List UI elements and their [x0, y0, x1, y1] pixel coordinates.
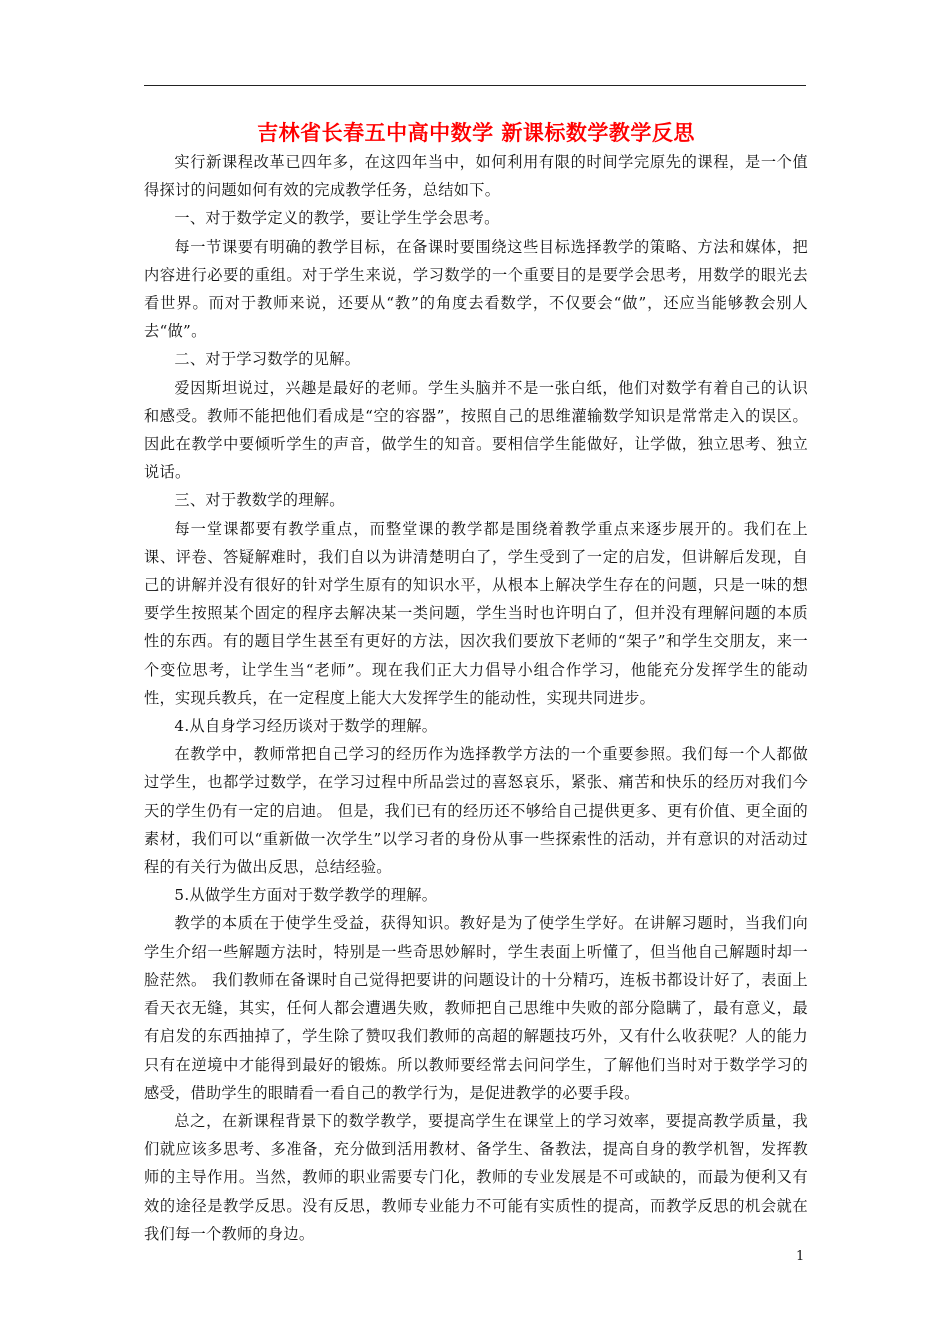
paragraph-intro: 实行新课程改革已四年多，在这四年当中，如何利用有限的时间学完原先的课程，是一个值得探讨的问题如何有效的完成教学任务，总结如下。 [144, 153, 808, 200]
paragraph-conclusion: 总之，在新课程背景下的数学教学，要提高学生在课堂上的学习效率，要提高教学质量，我们就应该多思考、多准备，充分做到活用教材、备学生、备教法，提高自身的教学机智，发挥教师的主导作用。当然，教师的职业需要专门化，教师的专业发展是不可或缺的，而最为便利又有效的途径是教学反思。没有反思，教师专业能力不可能有实质性的提高，而教学反思的机会就在我们每一个教师的身边。 [144, 1111, 808, 1243]
paragraph-section-4: 在教学中，教师常把自己学习的经历作为选择教学方法的一个重要参照。我们每一个人都做过学生，也都学过数学，在学习过程中所品尝过的喜怒哀乐，紧张、痛苦和快乐的经历对我们今天的学生仍有一定的启迪。 但是，我们已有的经历还不够给自己提供更多、更有价值、更全面的素材，我们可以“重新做一次学生”以学习者的身份从事一些探索性的活动，并有意识的对活动过程的有关行为做出反思，总结经验。 [144, 745, 808, 877]
paragraph-section-2: 爱因斯坦说过，兴趣是最好的老师。学生头脑并不是一张白纸，他们对数学有着自己的认识和感受。教师不能把他们看成是“空的容器”，按照自己的思维灌输数学知识是常常走入的误区。因此在教学中要倾听学生的声音，做学生的知音。要相信学生能做好，让学做，独立思考、独立说话。 [144, 378, 808, 482]
paragraph-section-1: 每一节课要有明确的教学目标，在备课时要围绕这些目标选择教学的策略、方法和媒体，把内容进行必要的重组。对于学生来说，学习数学的一个重要目的是要学会思考，用数学的眼光去看世界。而对于教师来说，还要从“教”的角度去看数学，不仅要会“做”，还应当能够教会别人去“做”。 [144, 237, 808, 341]
paragraph-section-3: 每一堂课都要有教学重点，而整堂课的教学都是围绕着教学重点来逐步展开的。我们在上课、评卷、答疑解难时，我们自以为讲清楚明白了，学生受到了一定的启发，但讲解后发现，自己的讲解并没有很好的针对学生原有的知识水平，从根本上解决学生存在的问题，只是一味的想要学生按照某个固定的程序去解决某一类问题，学生当时也许明白了，但并没有理解问题的本质性的东西。有的题目学生甚至有更好的方法，因次我们要放下老师的“架子”和学生交朋友，来一个变位思考，让学生当“老师”。现在我们正大力倡导小组合作学习，他能充分发挥学生的能动性，实现兵教兵，在一定程度上能大大发挥学生的能动性，实现共同进步。 [144, 519, 808, 707]
section-heading-4: 4.从自身学习经历谈对于数学的理解。 [174, 717, 438, 736]
section-heading-1: 一、对于数学定义的教学，要让学生学会思考。 [174, 209, 500, 228]
document-body [144, 120, 808, 1248]
paragraph-section-5: 教学的本质在于使学生受益，获得知识。教好是为了使学生学好。在讲解习题时，当我们向学生介绍一些解题方法时，特别是一些奇思妙解时，学生表面上听懂了，但当他自己解题时却一脸茫然。 我们教师在备课时自己觉得把要讲的问题设计的十分精巧，连板书都设计好了，表面上看天衣无缝，其实，任何人都会遭遇失败，教师把自己思维中失败的部分隐瞒了，最有意义，最有启发的东西抽掉了，学生除了赞叹我们教师的高超的解题技巧外，又有什么收获呢？人的能力只有在逆境中才能得到最好的锻炼。所以教师要经常去问问学生，了解他们当时对于数学学习的感受，借助学生的眼睛看一看自己的教学行为，是促进教学的必要手段。 [144, 914, 808, 1102]
page-number: 1 [796, 1249, 805, 1264]
section-heading-2: 二、对于学习数学的见解。 [174, 350, 361, 369]
header-rule [144, 85, 806, 86]
document-title: 吉林省长春五中高中数学 新课标数学教学反思 [257, 120, 695, 145]
section-heading-5: 5.从做学生方面对于数学教学的理解。 [174, 886, 438, 905]
section-heading-3: 三、对于教数学的理解。 [174, 491, 345, 510]
